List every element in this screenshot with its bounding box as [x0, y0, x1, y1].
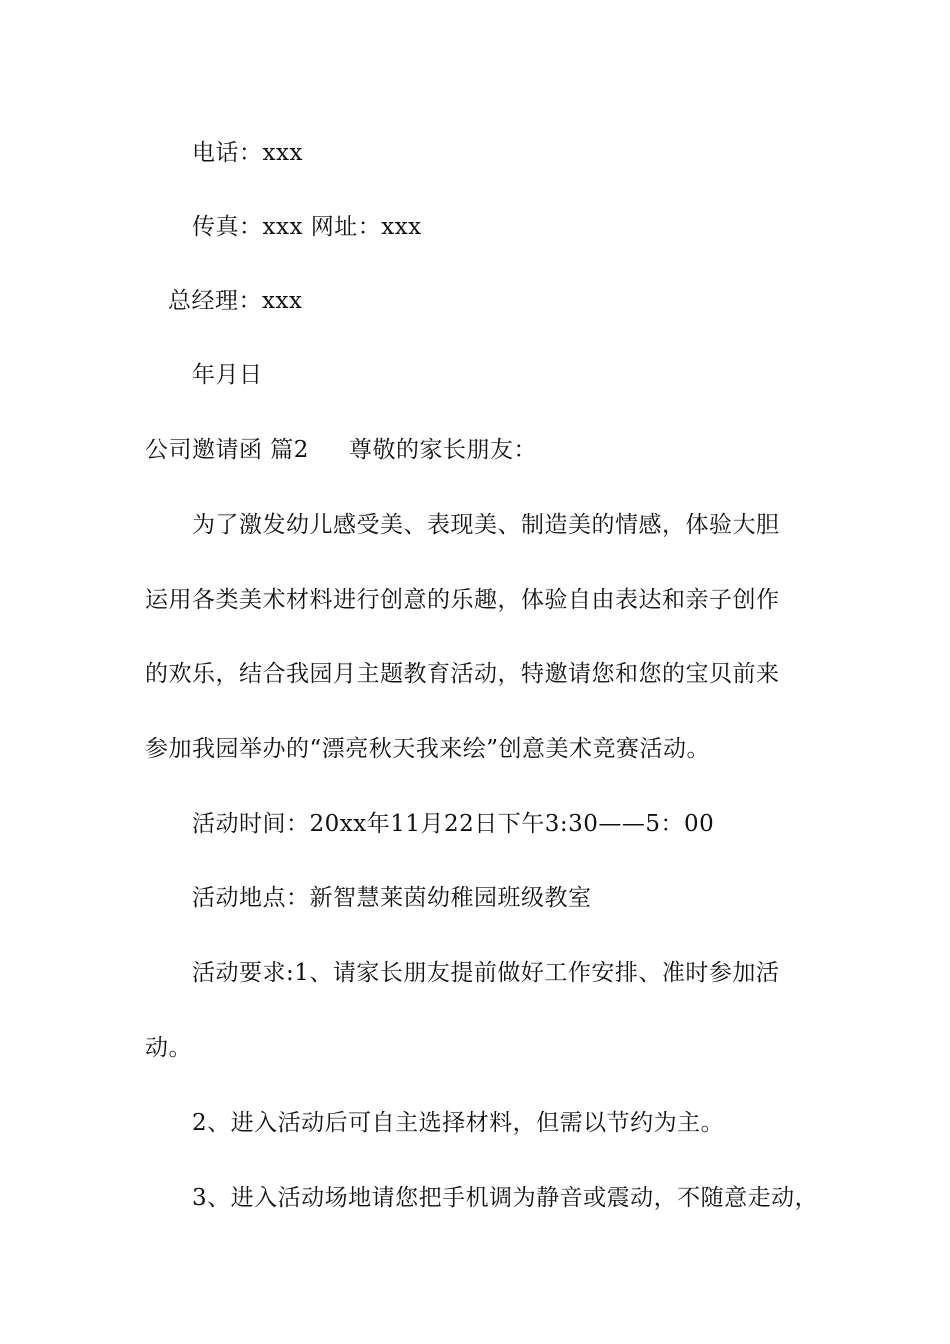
requirement-item: 3、进入活动场地请您把手机调为静音或震动，不随意走动，	[192, 1185, 819, 1211]
activity-time-line: 活动时间：20xx年11月22日下午3:30——5：00	[192, 811, 715, 837]
paragraph-line: 的欢乐，结合我园月主题教育活动，特邀请您和您的宝贝前来	[145, 661, 780, 687]
heading-greeting-line	[145, 435, 537, 465]
invitation-heading: 公司邀请函 篇2	[145, 437, 309, 463]
date-line: 年月日	[192, 362, 263, 388]
paragraph-line: 参加我园举办的“漂亮秋天我来绘”创意美术竞赛活动。	[145, 736, 711, 762]
activity-requirement-line: 活动要求:1、请家长朋友提前做好工作安排、准时参加活	[192, 960, 780, 986]
greeting: 尊敬的家长朋友：	[348, 437, 537, 463]
activity-place-line: 活动地点：新智慧莱茵幼稚园班级教室	[192, 885, 592, 911]
phone-line: 电话：xxx	[192, 140, 303, 166]
general-manager-line: 总经理：xxx	[168, 288, 303, 314]
requirement-item: 2、进入活动后可自主选择材料，但需以节约为主。	[192, 1110, 725, 1136]
paragraph-line: 运用各类美术材料进行创意的乐趣，体验自由表达和亲子创作	[145, 587, 780, 613]
paragraph-line: 为了激发幼儿感受美、表现美、制造美的情感，体验大胆	[192, 512, 780, 538]
activity-requirement-line: 动。	[145, 1035, 192, 1061]
fax-website-line: 传真：xxx 网址：xxx	[192, 214, 422, 240]
